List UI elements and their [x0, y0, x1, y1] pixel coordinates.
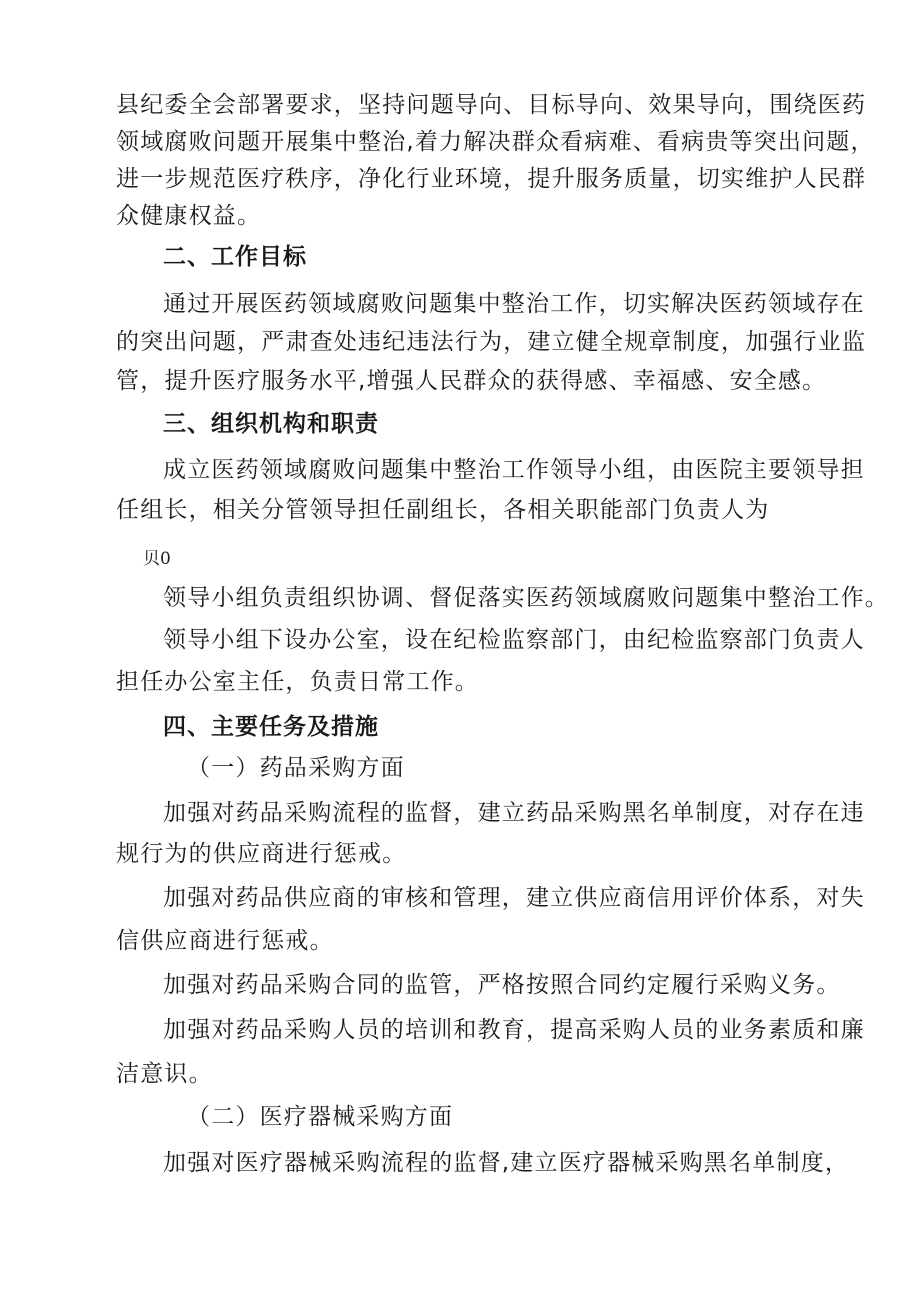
paragraph-line: 加强对药品采购流程的监督，建立药品采购黑名单制度，对存在违 — [163, 800, 865, 826]
paragraph-line: 领导小组负责组织协调、督促落实医药领域腐败问题集中整治工作。 — [163, 585, 889, 611]
section-heading: 二、工作目标 — [163, 244, 307, 270]
paragraph-line: 洁意识。 — [116, 1061, 213, 1087]
text-fragment: 贝0 — [143, 549, 171, 569]
paragraph-line: 任组长，相关分管领导担任副组长，各相关职能部门负责人为 — [116, 497, 770, 523]
section-heading: 四、主要任务及措施 — [163, 714, 379, 740]
paragraph-line: 管，提升医疗服务水平,增强人民群众的获得感、幸福感、安全感。 — [116, 368, 827, 394]
paragraph-line: 信供应商进行惩戒。 — [116, 928, 334, 954]
paragraph-line: 县纪委全会部署要求，坚持问题导向、目标导向、效果导向，围绕医药 — [116, 92, 867, 118]
paragraph-line: 加强对药品采购合同的监管，严格按照合同约定履行采购义务。 — [163, 972, 841, 998]
paragraph-line: 加强对药品采购人员的培训和教育，提高采购人员的业务素质和廉 — [163, 1017, 865, 1043]
section-heading: 三、组织机构和职责 — [163, 411, 379, 437]
paragraph-line: 成立医药领域腐败问题集中整治工作领导小组，由医院主要领导担 — [163, 457, 865, 483]
paragraph-line: 进一步规范医疗秩序，净化行业环境，提升服务质量，切实维护人民群 — [116, 166, 867, 192]
subsection-title: （一）药品采购方面 — [187, 755, 405, 781]
paragraph-line: 加强对药品供应商的审核和管理，建立供应商信用评价体系，对失 — [163, 885, 865, 911]
paragraph-line: 众健康权益。 — [116, 203, 262, 229]
paragraph-line: 加强对医疗器械采购流程的监督,建立医疗器械采购黑名单制度， — [163, 1150, 850, 1176]
subsection-title: （二）医疗器械采购方面 — [187, 1104, 454, 1130]
paragraph-line: 领导小组下设办公室，设在纪检监察部门，由纪检监察部门负责人 — [163, 627, 865, 653]
paragraph-line: 的突出问题，严肃查处违纪违法行为，建立健全规章制度，加强行业监 — [116, 329, 867, 355]
paragraph-line: 规行为的供应商进行惩戒。 — [116, 841, 407, 867]
paragraph-line: 通过开展医药领域腐败问题集中整治工作，切实解决医药领域存在 — [163, 291, 865, 317]
paragraph-line: 领域腐败问题开展集中整治,着力解决群众看病难、看病贵等突出问题， — [116, 129, 875, 155]
paragraph-line: 担任办公室主任，负责日常工作。 — [116, 669, 479, 695]
